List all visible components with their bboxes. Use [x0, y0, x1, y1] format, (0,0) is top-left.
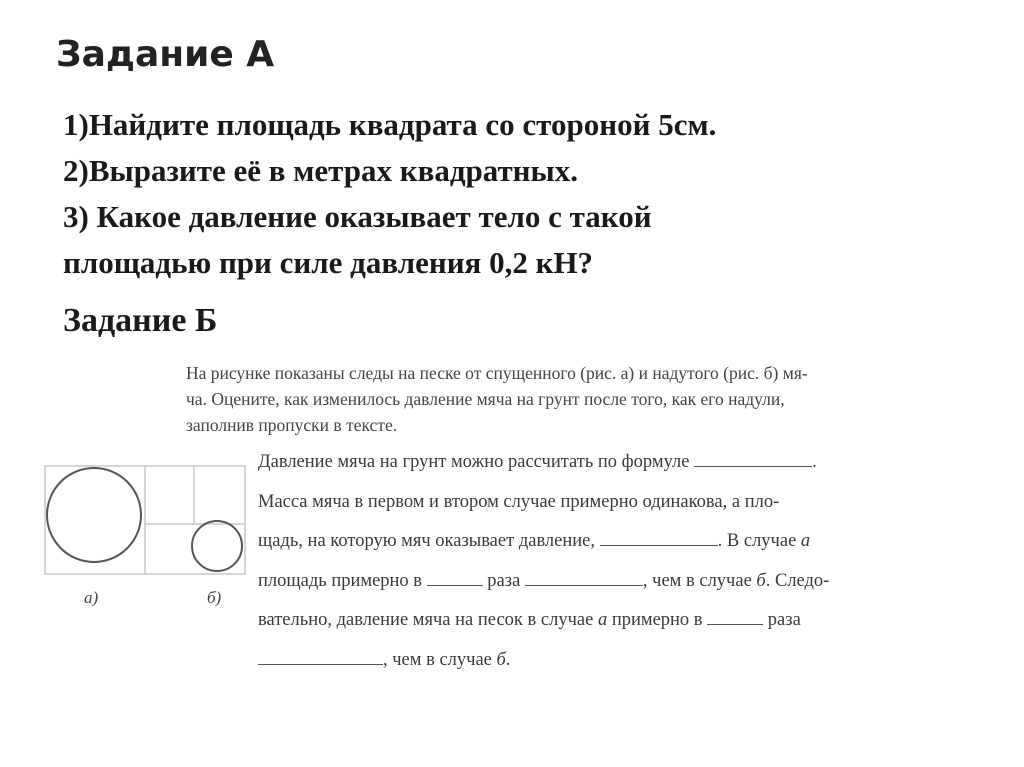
- intro-line-2: ча. Оцените, как изменилось давление мяча на грунт после того, как его надули,: [186, 389, 785, 409]
- deflated-ball-imprint: [47, 468, 141, 562]
- blank-formula: [694, 448, 812, 468]
- blank-area-change: [600, 527, 718, 547]
- task-a-heading: Задание А: [56, 34, 275, 75]
- blank-area-ratio: [427, 566, 483, 586]
- fill-in-text: [258, 443, 988, 680]
- caption-b: б): [207, 588, 222, 607]
- fill-line-5: вательно, давление мяча на песок в случае а примерно в раза: [258, 601, 988, 641]
- blank-pressure-ratio: [707, 606, 763, 626]
- inflated-ball-imprint: [192, 521, 242, 571]
- blank-area-comparison: [525, 566, 643, 586]
- fill-line-4: площадь примерно в раза , чем в случае б. Следо-: [258, 562, 988, 602]
- task-line-2: 2)Выразите её в метрах квадратных.: [63, 153, 578, 188]
- fill-line-3: щадь, на которую мяч оказывает давление, . В случае а: [258, 522, 988, 562]
- blank-pressure-comparison: [258, 645, 383, 665]
- problem-intro: [186, 360, 986, 438]
- fill-line-1: Давление мяча на грунт можно рассчитать по формуле .: [258, 443, 988, 483]
- fill-line-2: Масса мяча в первом и втором случае примерно одинакова, а пло-: [258, 491, 780, 512]
- task-line-4: площадью при силе давления 0,2 кН?: [63, 245, 594, 280]
- task-line-3: 3) Какое давление оказывает тело с такой: [63, 199, 652, 234]
- caption-a: а): [84, 588, 99, 607]
- task-line-1: 1)Найдите площадь квадрата со стороной 5см.: [63, 107, 717, 142]
- intro-line-3: заполнив пропуски в тексте.: [186, 415, 398, 435]
- task-b-heading: Задание Б: [63, 302, 218, 339]
- intro-line-1: На рисунке показаны следы на песке от спущенного (рис. а) и надутого (рис. б) мя-: [186, 363, 808, 383]
- ball-imprints-figure: [44, 464, 254, 589]
- task-a-list: [63, 102, 716, 286]
- fill-line-6: , чем в случае б.: [258, 641, 988, 681]
